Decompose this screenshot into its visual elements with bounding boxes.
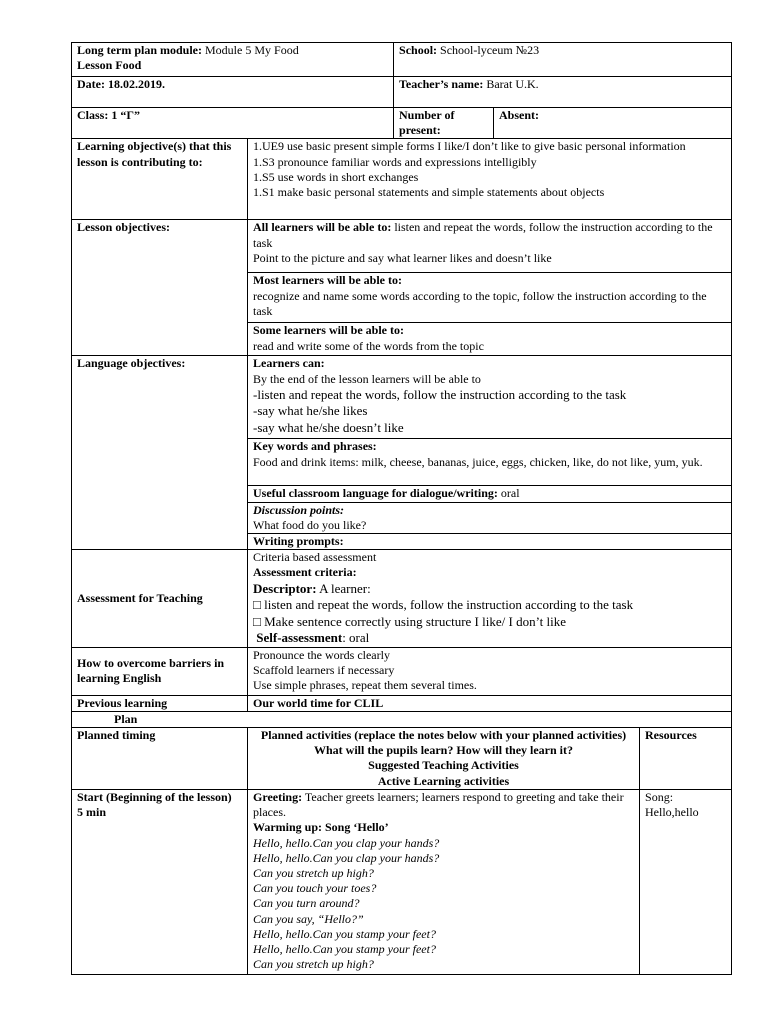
previous-learning-value: Our world time for CLIL: [248, 695, 732, 711]
teacher-value: Barat U.K.: [483, 77, 539, 91]
language-objective-item: -listen and repeat the words, follow the instruction according to the task: [253, 386, 627, 402]
school-value: School-lyceum №23: [437, 43, 540, 57]
start-resources: [640, 790, 732, 975]
useful-language-value: oral: [497, 486, 520, 501]
checkbox-icon: [253, 597, 264, 612]
key-words-label: Key words and phrases:: [253, 439, 377, 454]
barriers-item: Use simple phrases, repeat them several times.: [253, 678, 477, 693]
planned-timing-header: Planned timing: [72, 728, 248, 790]
useful-language-label: Useful classroom language for dialogue/writing:: [253, 486, 498, 501]
activities-header-line: Suggested Teaching Activities: [368, 758, 519, 773]
assessment-item: listen and repeat the words, follow the instruction according to the task: [264, 597, 634, 613]
some-learners-text: read and write some of the words from the topic: [253, 338, 484, 353]
discussion-cell: [248, 502, 732, 533]
checkbox-icon: [253, 614, 264, 629]
song-line: Can you touch your toes?: [253, 881, 377, 896]
learning-objectives-label: Learning objective(s) that this lesson is contributing to:: [72, 139, 248, 220]
start-time: 5 min: [77, 805, 107, 820]
assessment-label: Assessment for Teaching: [72, 550, 248, 647]
writing-prompts-cell: [248, 534, 732, 550]
learning-objectives-content: [248, 139, 732, 220]
song-line: Hello, hello.Can you stamp your feet?: [253, 926, 436, 941]
most-learners-label: Most learners will be able to:: [253, 273, 402, 288]
criteria-based-text: Criteria based assessment: [253, 550, 377, 565]
start-activities: [248, 790, 640, 975]
most-learners-text: recognize and name some words according to the topic, follow the instruction according to the task: [253, 288, 707, 318]
language-objectives-label: Language objectives:: [72, 356, 248, 550]
descriptor-value: A learner:: [316, 580, 371, 596]
learners-can-label: Learners can:: [253, 356, 325, 371]
learning-objective-item: 1.UE9 use basic present simple forms I like/I don’t like to give basic personal information: [253, 139, 686, 154]
planned-activities-header: [248, 728, 640, 790]
all-learners-cell: [248, 220, 732, 273]
class-text: Class: 1 “Г”: [77, 108, 140, 122]
date-text: Date: 18.02.2019.: [77, 77, 165, 91]
language-objective-item: -say what he/she doesn’t like: [253, 419, 404, 435]
assessment-criteria-label: Assessment criteria:: [253, 565, 357, 580]
lesson-objectives-label: Lesson objectives:: [72, 220, 248, 356]
absent-label: Absent:: [499, 108, 540, 122]
assessment-item: Make sentence correctly using structure I like/ I don’t like: [264, 613, 567, 629]
resources-value: Song: Hello,hello: [645, 790, 699, 820]
learning-objective-item: 1.S1 make basic personal statements and simple statements about objects: [253, 185, 605, 200]
learning-objective-item: 1.S5 use words in short exchanges: [253, 169, 419, 184]
plan-heading: Plan: [72, 711, 732, 727]
date-cell: [72, 77, 394, 108]
song-line: Can you stretch up high?: [253, 866, 374, 881]
song-line: Can you say, “Hello?”: [253, 911, 364, 926]
previous-learning-label: Previous learning: [72, 695, 248, 711]
song-line: Hello, hello.Can you stamp your feet?: [253, 942, 436, 957]
module-cell: [72, 43, 394, 77]
song-line: Can you turn around?: [253, 896, 360, 911]
some-learners-cell: [248, 323, 732, 356]
present-cell: [394, 108, 494, 139]
absent-cell: [494, 108, 732, 139]
lesson-plan-table: [71, 42, 732, 975]
useful-language-cell: [248, 486, 732, 502]
language-objective-item: -say what he/she likes: [253, 403, 368, 419]
teacher-cell: [394, 77, 732, 108]
learners-can-intro: By the end of the lesson learners will be able to: [253, 371, 481, 386]
greeting-text: Teacher greets learners; learners respond to greeting and take their places.: [253, 790, 624, 820]
start-label: Start (Beginning of the lesson): [77, 790, 232, 805]
most-learners-cell: [248, 273, 732, 323]
all-learners-label: All learners will be able to:: [253, 220, 392, 235]
present-label: Number of present:: [399, 108, 455, 138]
learning-objective-item: 1.S3 pronounce familiar words and expressions intelligibly: [253, 154, 537, 169]
start-cell: [72, 790, 248, 975]
discussion-label: Discussion points:: [253, 502, 345, 517]
learners-can-cell: [248, 356, 732, 439]
song-line: Hello, hello.Can you clap your hands?: [253, 850, 440, 865]
class-cell: [72, 108, 394, 139]
writing-prompts-label: Writing prompts:: [253, 534, 344, 549]
all-learners-text-2: Point to the picture and say what learner likes and doesn’t like: [253, 250, 552, 265]
song-line: Can you stretch up high?: [253, 957, 374, 972]
descriptor-label: Descriptor:: [253, 580, 317, 596]
module-value: Module 5 My Food: [202, 43, 299, 57]
discussion-text: What food do you like?: [253, 517, 367, 532]
teacher-label: Teacher’s name:: [399, 77, 484, 91]
barriers-content: [248, 647, 732, 695]
warmup-label: Warming up: Song ‘Hello’: [253, 820, 389, 835]
some-learners-label: Some learners will be able to:: [253, 323, 404, 338]
all-learners-text: listen and repeat the words, follow the instruction according to the task: [253, 220, 713, 250]
lesson-title: Lesson Food: [77, 58, 142, 73]
resources-header: Resources: [640, 728, 732, 790]
greeting-label: Greeting:: [253, 790, 303, 805]
activities-header-line: Active Learning activities: [377, 773, 510, 788]
assessment-content: [248, 550, 732, 647]
self-assessment-label: Self-assessment: [256, 630, 343, 646]
activities-header-line: Planned activities (replace the notes below with your planned activities) What will the pupils learn? How will they learn it?: [260, 728, 627, 758]
key-words-cell: [248, 439, 732, 486]
song-line: Hello, hello.Can you clap your hands?: [253, 835, 440, 850]
school-cell: [394, 43, 732, 77]
key-words-text: Food and drink items: milk, cheese, bananas, juice, eggs, chicken, like, do not like, yum, yuk.: [253, 454, 703, 469]
barriers-label: How to overcome barriers in learning English: [72, 647, 248, 695]
module-label: Long term plan module:: [77, 43, 203, 57]
self-assessment-value: : oral: [342, 630, 370, 646]
school-label: School:: [399, 43, 438, 57]
barriers-item: Scaffold learners if necessary: [253, 662, 395, 677]
barriers-item: Pronounce the words clearly: [253, 647, 390, 662]
